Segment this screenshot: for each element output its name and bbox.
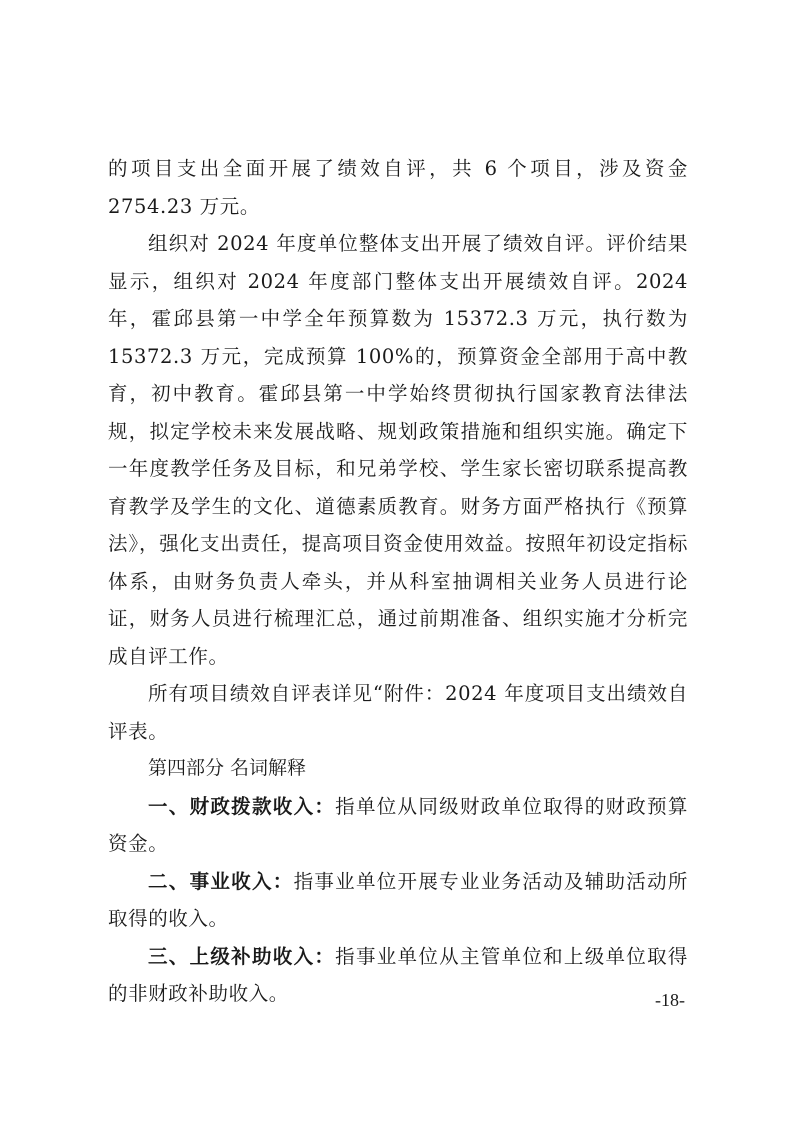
section-heading: 第四部分 名词解释: [148, 757, 307, 779]
term-definition: [108, 938, 688, 1013]
paragraph-overall-evaluation: 组织对 2024 年度单位整体支出开展了绩效自评。评价结果显示，组织对 2024 年度部门整体支出开展绩效自评。2024 年，霍邱县第一中学全年预算数为 15372.3 万元，执行数为 15372.3 万元，完成预算 100%的，预算资金全部用于高中教育，初中教育。霍邱县第一中学始终贯彻执行国家教育法律法规，拟定学校未来发展战略、规划政策措施和组织实施。确定下一年度教学任务及目标，和兄弟学校、学生家长密切联系提高教育教学及学生的文化、道德素质教育。财务方面严格执行《预算法》，强化支出责任，提高项目资金使用效益。按照年初设定指标体系，由财务负责人牵头，并从科室抽调相关业务人员进行论证，财务人员进行梳理汇总，通过前期准备、组织实施才分析完成自评工作。: [108, 232, 688, 668]
term-text: 指事业单位开展专业业务活动及辅助活动所取得的收入。: [108, 869, 688, 930]
term-label: 二、事业收入：: [148, 869, 294, 893]
term-text: 指单位从同级财政单位取得的财政预算资金。: [108, 794, 689, 855]
term-label: 一、财政拨款收入：: [148, 794, 336, 818]
term-definition: [108, 788, 688, 863]
paragraph-attachment-note: 所有项目绩效自评表详见“附件：2024 年度项目支出绩效自评表。: [108, 682, 688, 743]
term-text: 指事业单位从主管单位和上级单位取得的非财政补助收入。: [108, 944, 689, 1005]
paragraph-project-summary: 的项目支出全面开展了绩效自评，共 6 个项目，涉及资金 2754.23 万元。: [108, 157, 688, 218]
page-content: [108, 150, 688, 1013]
page-number: -18-: [655, 990, 685, 1010]
term-label: 三、上级补助收入：: [148, 944, 336, 968]
term-definition: [108, 863, 688, 938]
